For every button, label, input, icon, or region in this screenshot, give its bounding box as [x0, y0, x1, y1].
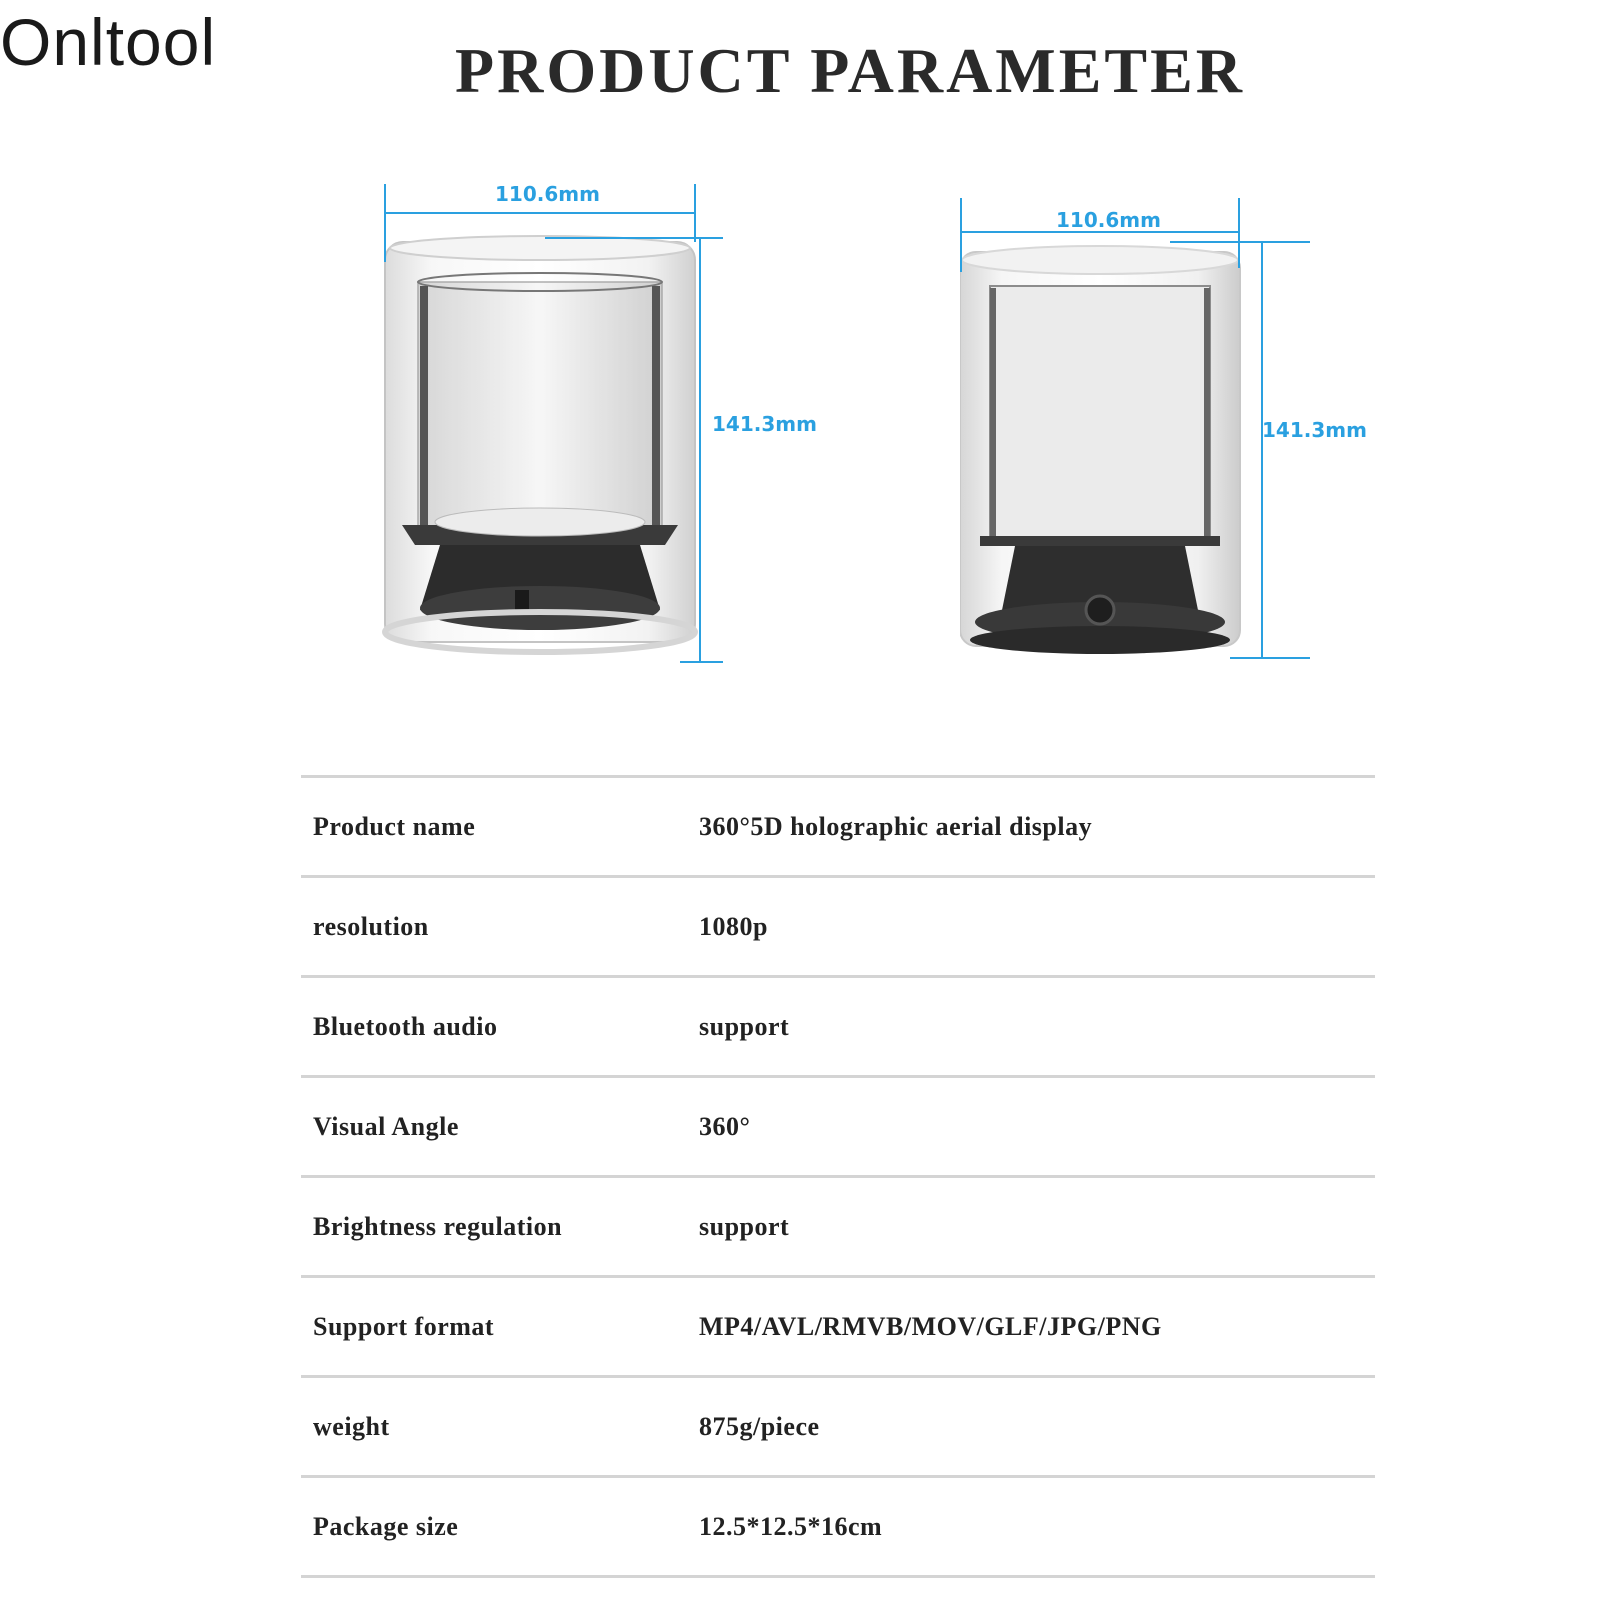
spec-value: support: [699, 1012, 790, 1041]
spec-label: resolution: [313, 912, 429, 941]
width-dimension-label: 110.6mm: [495, 182, 600, 206]
height-dimension-label: 141.3mm: [1262, 418, 1367, 442]
spec-value: MP4/AVL/RMVB/MOV/GLF/JPG/PNG: [699, 1312, 1162, 1341]
brand-logo: Onltool: [0, 5, 217, 79]
spec-label: Package size: [313, 1512, 459, 1541]
page-title: PRODUCT PARAMETER: [455, 35, 1245, 106]
product-figure-front: [380, 180, 860, 700]
spec-value: 1080p: [699, 912, 768, 941]
spec-label: Bluetooth audio: [313, 1012, 498, 1041]
spec-value: support: [699, 1212, 790, 1241]
spec-row: [301, 1075, 1375, 1175]
spec-label: Product name: [313, 812, 476, 841]
spec-value: 360°: [699, 1112, 751, 1141]
spec-row: [301, 1175, 1375, 1275]
spec-label: weight: [313, 1412, 390, 1441]
spec-row: [301, 775, 1375, 875]
spec-row: [301, 1375, 1375, 1475]
width-dimension-label: 110.6mm: [1056, 208, 1161, 232]
spec-label: Visual Angle: [313, 1112, 459, 1141]
height-dimension-label: 141.3mm: [712, 412, 817, 436]
spec-row: [301, 1275, 1375, 1375]
spec-value: 360°5D holographic aerial display: [699, 812, 1093, 841]
spec-label: Support format: [313, 1312, 495, 1341]
spec-label: Brightness regulation: [313, 1212, 563, 1241]
spec-row: [301, 875, 1375, 975]
spec-value: 12.5*12.5*16cm: [699, 1512, 883, 1541]
product-illustration-front: [380, 180, 860, 700]
product-figure-rear: [960, 190, 1420, 690]
spec-row: [301, 975, 1375, 1075]
spec-table: [301, 775, 1375, 1578]
spec-row: [301, 1475, 1375, 1578]
spec-value: 875g/piece: [699, 1412, 820, 1441]
